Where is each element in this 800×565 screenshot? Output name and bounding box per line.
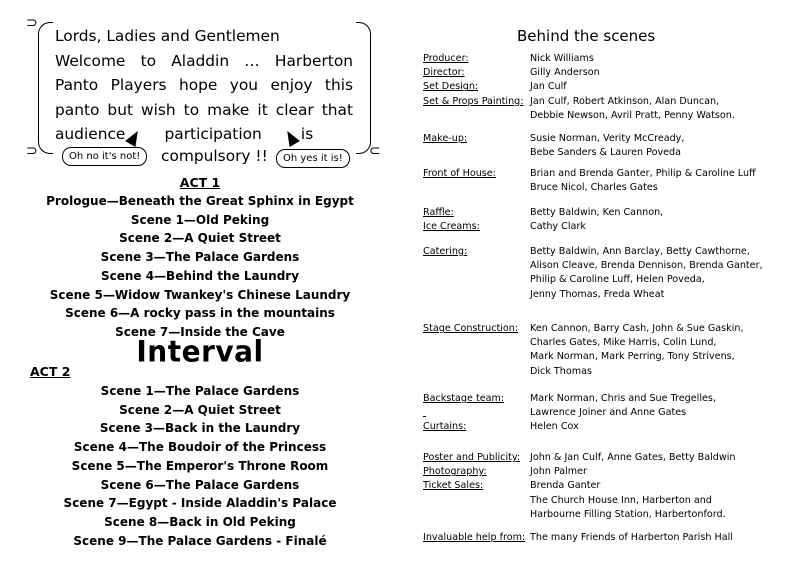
- credit-names: Mark Norman, Mark Perring, Tony Strivens,: [530, 351, 735, 363]
- scene-item: Scene 5—The Emperor's Throne Room: [71, 458, 329, 473]
- scene-item: Scene 7—Egypt - Inside Aladdin's Palace: [63, 496, 337, 511]
- scene-item: Scene 4—The Boudoir of the Princess: [73, 440, 327, 455]
- bracket-curl-icon: ⊂: [369, 143, 381, 159]
- credit-role: Backstage team:: [423, 393, 505, 404]
- credit-role: Curtains:: [423, 421, 467, 433]
- credit-role: Make-up:: [423, 133, 468, 144]
- act-1-scene-list: [0, 192, 400, 342]
- scene-item: Scene 3—The Palace Gardens: [100, 250, 300, 265]
- credit-names: Helen Cox: [530, 421, 579, 433]
- credit-names: Cathy Clark: [530, 221, 586, 233]
- credit-names: Brenda Ganter: [530, 480, 601, 492]
- bracket-curl-icon: ⊃: [26, 15, 38, 31]
- credit-names: Nick Williams: [530, 53, 594, 64]
- credit-role: Producer:: [423, 53, 469, 64]
- welcome-line: Welcome to Aladdin … Harberton: [55, 51, 353, 70]
- welcome-line: Lords, Ladies and Gentlemen: [55, 27, 280, 45]
- interval-heading: Interval: [136, 334, 264, 369]
- scene-item: Scene 3—Back in the Laundry: [99, 421, 301, 436]
- credit-names: Philip & Caroline Luff, Helen Poveda,: [530, 274, 705, 286]
- credit-names: Dick Thomas: [530, 365, 592, 377]
- credit-role: Director:: [423, 67, 465, 79]
- credit-names: Betty Baldwin, Ken Cannon,: [530, 207, 664, 218]
- welcome-last-line: compulsory !!: [161, 147, 268, 165]
- credit-names: Harbourne Filling Station, Harbertonford.: [530, 508, 726, 520]
- credit-names: Mark Norman, Chris and Sue Tregelles,: [530, 393, 716, 404]
- credit-names: Jenny Thomas, Freda Wheat: [530, 288, 665, 300]
- credit-role: [423, 406, 504, 420]
- credit-names: Jan Culf: [530, 81, 567, 93]
- welcome-message: [55, 24, 353, 147]
- credit-names: Brian and Brenda Ganter, Philip & Caroline Luff: [530, 168, 756, 179]
- left-bracket: [38, 22, 53, 154]
- credit-role: Ticket Sales:: [423, 480, 484, 492]
- welcome-line: panto but wish to make it clear that: [55, 100, 353, 119]
- scene-item: Prologue—Beneath the Great Sphinx in Egypt: [46, 194, 354, 208]
- credit-names: The Church House Inn, Harberton and: [530, 494, 712, 506]
- scene-item: Scene 9—The Palace Gardens - Finalé: [73, 533, 327, 548]
- speech-bubble-oh-yes: Oh yes it is!: [276, 149, 350, 168]
- credit-names: Ken Cannon, Barry Cash, John & Sue Gaskin,: [530, 323, 744, 334]
- credit-role: Photography:: [423, 466, 487, 478]
- act-2-scene-list: [0, 382, 400, 550]
- credits-title: Behind the scenes: [517, 27, 656, 45]
- credit-names: Gilly Anderson: [530, 67, 600, 79]
- scene-item: Scene 6—The Palace Gardens: [100, 477, 300, 492]
- credit-role: Raffle:: [423, 207, 454, 218]
- credit-names: John & Jan Culf, Anne Gates, Betty Baldwin: [530, 452, 736, 463]
- credit-names: Lawrence Joiner and Anne Gates: [530, 407, 687, 419]
- credit-names: Betty Baldwin, Ann Barclay, Betty Cawthorne,: [530, 246, 750, 257]
- right-bracket: [356, 22, 371, 154]
- welcome-line: audience participation is: [55, 125, 314, 143]
- credit-names: John Palmer: [530, 466, 588, 478]
- credit-role: Front of House:: [423, 168, 496, 179]
- credit-names: Susie Norman, Verity McCready,: [530, 133, 685, 144]
- scene-item: Scene 5—Widow Twankey's Chinese Laundry: [49, 287, 351, 302]
- credit-names: Jan Culf, Robert Atkinson, Alan Duncan,: [530, 95, 720, 107]
- credit-role: Ice Creams:: [423, 221, 480, 233]
- scene-item: Scene 2—A Quiet Street: [119, 402, 281, 417]
- credit-names: Alison Cleave, Brenda Dennison, Brenda Ganter,: [530, 260, 763, 272]
- welcome-line: Panto Players hope you enjoy this: [55, 76, 353, 94]
- scene-item: Scene 4—Behind the Laundry: [100, 268, 300, 283]
- scene-item: Scene 6—A rocky pass in the mountains: [65, 306, 335, 321]
- credit-names: Charles Gates, Mike Harris, Colin Lund,: [530, 337, 717, 349]
- credit-role: Set & Props Painting:: [423, 95, 524, 107]
- credit-names: The many Friends of Harberton Parish Hall: [530, 532, 733, 543]
- scene-item: Scene 2—A Quiet Street: [119, 231, 281, 246]
- bracket-curl-icon: ⊃: [26, 143, 38, 159]
- scene-item: Scene 7—Inside the Cave: [115, 324, 285, 339]
- scene-item: Scene 1—Old Peking: [130, 212, 270, 227]
- credit-role: Set Design:: [423, 81, 479, 93]
- credit-role: Invaluable help from:: [423, 532, 526, 543]
- credit-names: Bebe Sanders & Lauren Poveda: [530, 147, 682, 159]
- credit-role: Catering:: [423, 246, 468, 257]
- act-2-title: ACT 2: [30, 364, 71, 379]
- credit-names: Debbie Newson, Avril Pratt, Penny Watson.: [530, 109, 735, 121]
- credit-names: Bruce Nicol, Charles Gates: [530, 182, 658, 194]
- credit-role: Poster and Publicity:: [423, 452, 521, 463]
- scene-item: Scene 8—Back in Old Peking: [104, 514, 296, 529]
- speech-bubble-oh-no: Oh no it's not!: [62, 147, 147, 166]
- act-1-title: ACT 1: [179, 175, 221, 190]
- credit-role: Stage Construction:: [423, 323, 519, 334]
- programme-right-page: [400, 0, 800, 565]
- scene-item: Scene 1—The Palace Gardens: [100, 384, 300, 398]
